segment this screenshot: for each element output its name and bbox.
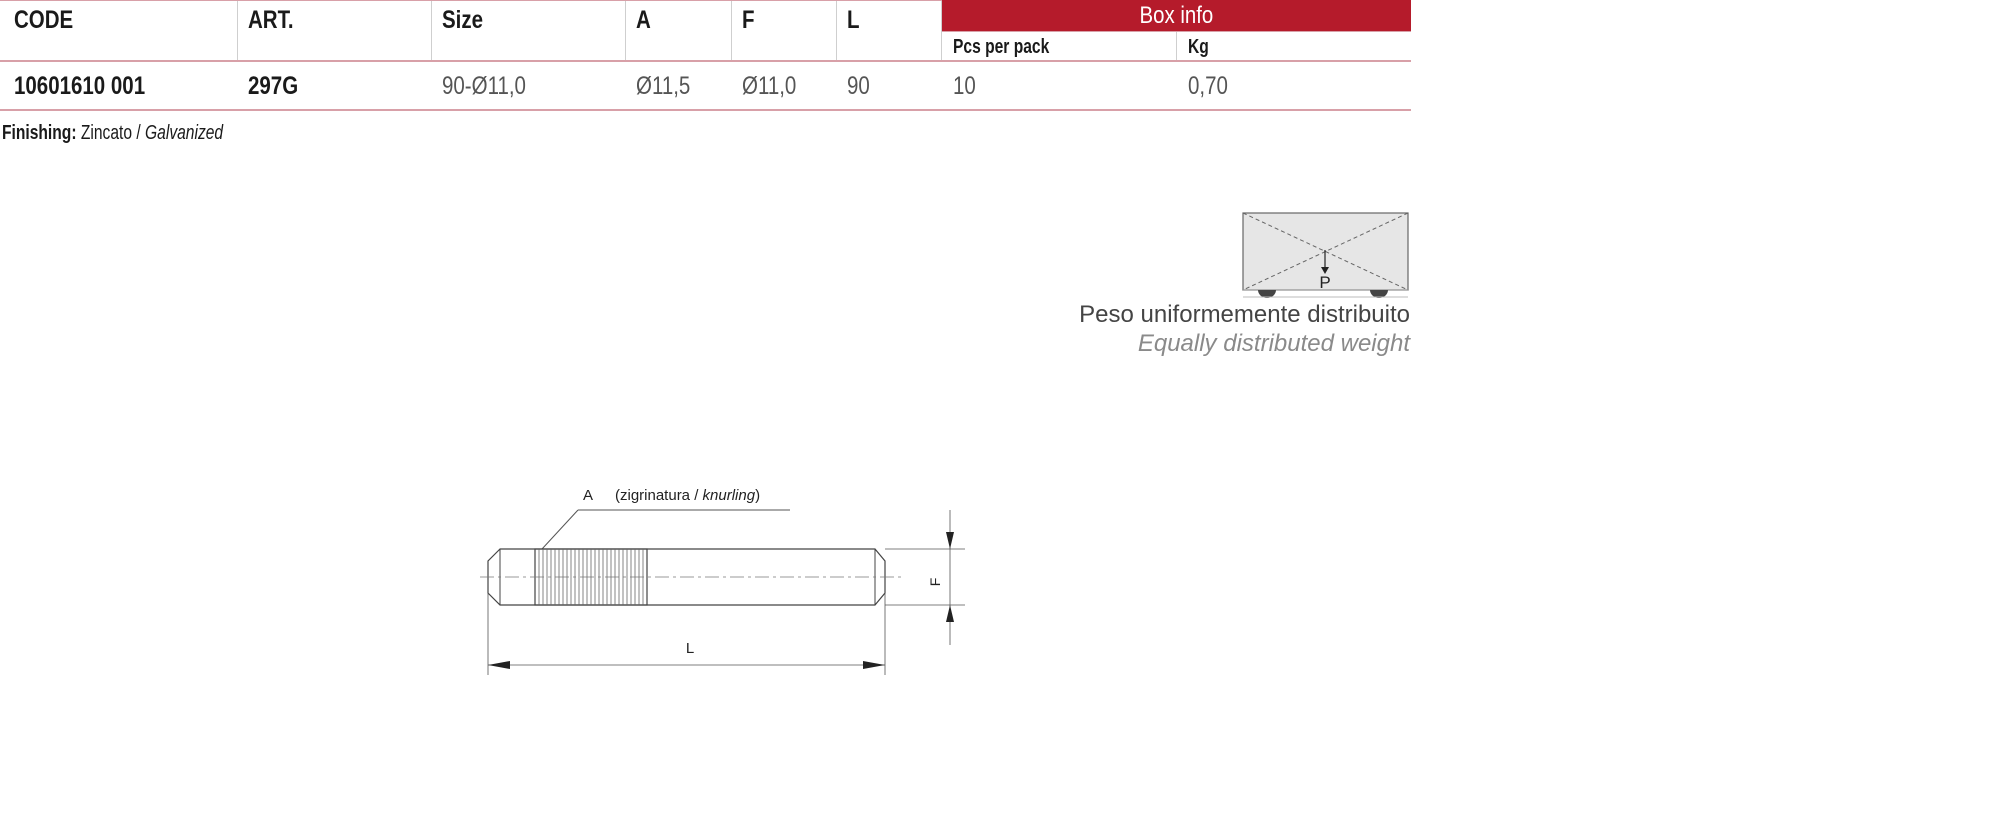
header-l: L: [847, 6, 860, 34]
pin-technical-drawing: [480, 470, 1000, 690]
cell-art: 297G: [248, 72, 299, 100]
cell-f: Ø11,0: [742, 72, 797, 100]
column-divider: [731, 0, 732, 60]
table-top-rule: [0, 0, 942, 1]
load-symbol: P: [1319, 273, 1331, 292]
cell-pcs-per-pack: 10: [953, 72, 976, 100]
load-caption-it: Peso uniformemente distribuito: [1079, 301, 1410, 328]
finishing-label: Finishing:: [2, 122, 77, 144]
header-bottom-rule: [0, 60, 1411, 62]
column-divider: [431, 0, 432, 60]
label-l: L: [685, 640, 695, 657]
cell-a: Ø11,5: [636, 72, 691, 100]
header-kg: Kg: [1188, 36, 1209, 58]
knurling-note: (zigrinatura / knurling): [615, 487, 761, 504]
header-pcs-per-pack: Pcs per pack: [953, 36, 1050, 58]
cell-kg: 0,70: [1188, 72, 1228, 100]
header-a: A: [636, 6, 651, 34]
distributed-load-icon: [1240, 210, 1410, 300]
label-a: A: [583, 487, 594, 504]
finishing-value-en: Galvanized: [145, 122, 224, 144]
column-divider: [237, 0, 238, 60]
column-divider: [836, 0, 837, 60]
load-caption-en: Equally distributed weight: [1137, 330, 1410, 357]
label-f: F: [927, 577, 943, 587]
row-bottom-rule: [0, 109, 1411, 111]
finishing-value-it: Zincato: [80, 122, 133, 144]
column-divider: [625, 0, 626, 60]
box-info-header: Box info: [942, 0, 1411, 31]
finishing-note: [2, 122, 223, 145]
cell-code: 10601610 001: [14, 72, 146, 100]
finishing-separator: /: [136, 122, 141, 144]
spec-table: [0, 0, 1410, 112]
header-code: CODE: [14, 6, 74, 34]
cell-l: 90: [847, 72, 870, 100]
header-art: ART.: [248, 6, 294, 34]
box-info-rule: [942, 31, 1411, 32]
header-size: Size: [442, 6, 484, 34]
column-divider: [1176, 31, 1177, 60]
cell-size: 90-Ø11,0: [442, 72, 526, 100]
header-f: F: [742, 6, 755, 34]
